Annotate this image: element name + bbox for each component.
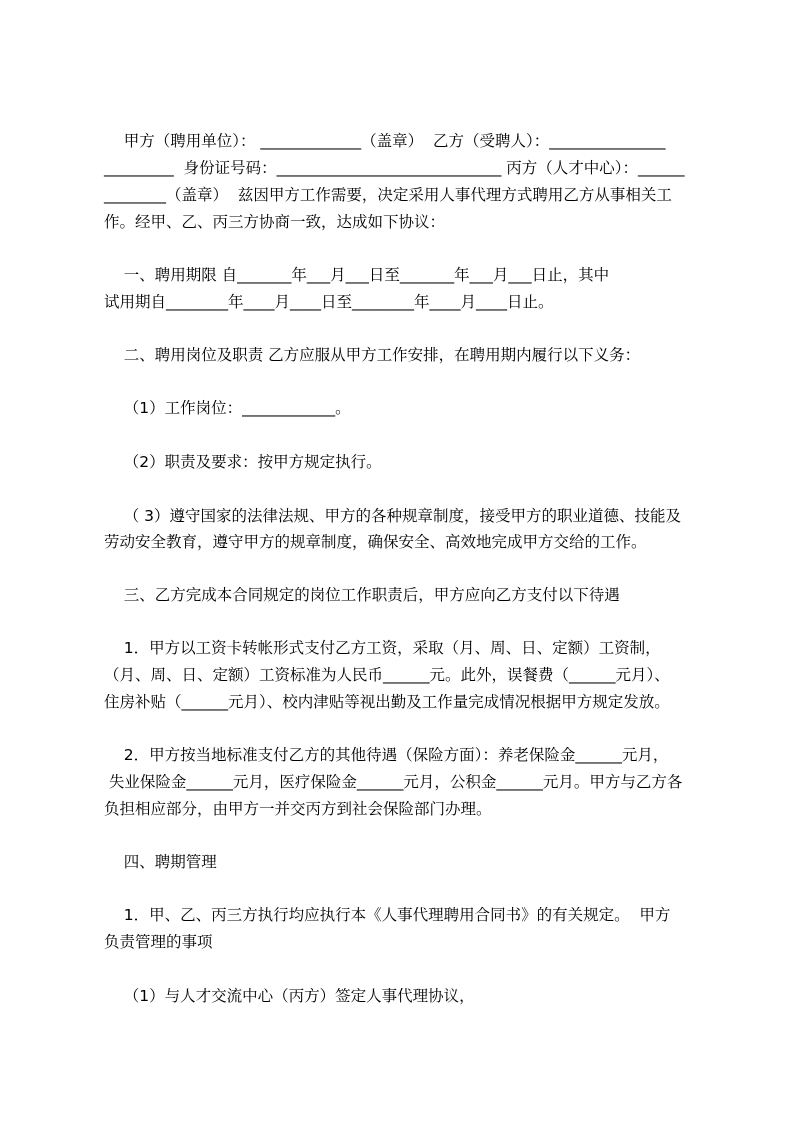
text-line: （1）工作岗位：____________。 xyxy=(104,399,351,417)
text-line: 负责管理的事项 xyxy=(104,933,213,951)
text-line: 1．甲方以工资卡转帐形式支付乙方工资，采取（月、周、日、定额）工资制， xyxy=(104,639,661,657)
text-line: 负担相应部分，由甲方一并交丙方到社会保险部门办理。 xyxy=(104,800,492,818)
text-line: 2．甲方按当地标准支付乙方的其他待遇（保险方面）：养老保险金______元月， xyxy=(104,746,669,764)
text-line: （1）与人才交流中心（丙方）签定人事代理协议， xyxy=(104,987,475,1005)
text-line: 一、聘用期限 自_______年___月___日至_______年___月___日止，其中 xyxy=(104,266,610,284)
text-line: _________ 身份证号码：_____________________________ 丙方（人才中心）：______ xyxy=(104,159,685,177)
text-line: 住房补贴（______元月）、校内津贴等视出勤及工作量完成情况根据甲方规定发放。 xyxy=(104,693,670,711)
text-line: 试用期自________年____月____日至________年____月____日止。 xyxy=(104,293,554,311)
text-line: 四、聘期管理 xyxy=(104,853,217,871)
text-line: 作。经甲、乙、丙三方协商一致，达成如下协议： xyxy=(104,213,446,231)
text-line: ________（盖章） 兹因甲方工作需要，决定采用人事代理方式聘用乙方从事相关工 xyxy=(104,186,672,204)
text-line: 三、乙方完成本合同规定的岗位工作职责后，甲方应向乙方支付以下待遇 xyxy=(104,586,620,604)
text-line: （ 3）遵守国家的法律法规、甲方的各种规章制度，接受甲方的职业道德、技能及 xyxy=(104,507,681,525)
text-line: （2）职责及要求：按甲方规定执行。 xyxy=(104,453,382,471)
text-line: 甲方（聘用单位）： _____________（盖章） 乙方（受聘人）：_______________ xyxy=(104,132,666,150)
text-line: 二、聘用岗位及职责 乙方应服从甲方工作安排，在聘用期内履行以下义务： xyxy=(104,346,641,364)
text-line: 劳动安全教育，遵守甲方的规章制度，确保安全、高效地完成甲方交给的工作。 xyxy=(104,533,647,551)
text-line: （月、周、日、定额）工资标准为人民币______元。此外，误餐费（______元月）、 xyxy=(104,666,670,684)
text-line: 失业保险金______元月，医疗保险金______元月，公积金______元月。甲方与乙方各 xyxy=(104,773,683,791)
text-line: 1．甲、乙、丙三方执行均应执行本《人事代理聘用合同书》的有关规定。 甲方 xyxy=(104,906,671,924)
